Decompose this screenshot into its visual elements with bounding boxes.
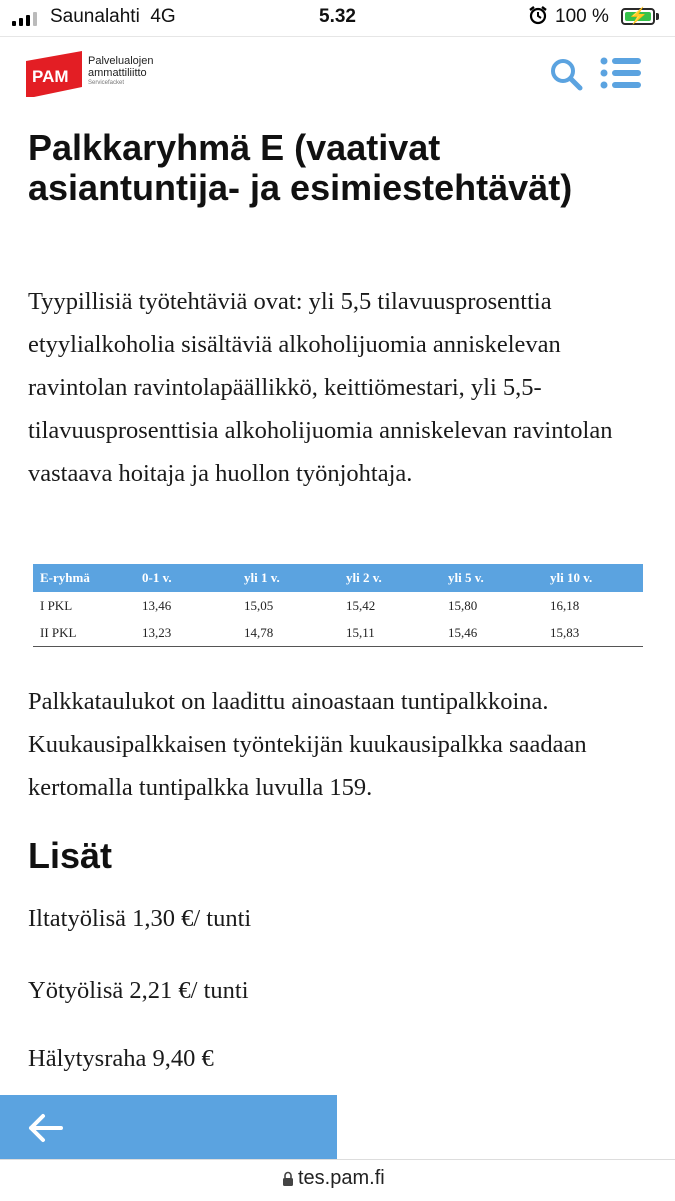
pam-logo[interactable] bbox=[26, 51, 82, 97]
brand-name-line1: Palvelualojen bbox=[88, 55, 154, 67]
allowance-evening: Iltatyölisä 1,30 €/ tunti bbox=[28, 905, 252, 932]
pay-table bbox=[33, 564, 643, 647]
table-cell: 14,78 bbox=[237, 619, 339, 647]
intro-paragraph: Tyypillisiä työtehtäviä ovat: yli 5,5 tilavuusprosenttia etyylialkoholia sisältäviä alkoholijuomia anniskelevan ravintolan ravintolapäällikkö, keittiömestari, yli 5,5- tilavuusprosenttisia alkoholijuomia anniskelevan ravintolan vastaava hoitaja ja huollon työnjohtaja. bbox=[28, 288, 613, 487]
menu-icon[interactable] bbox=[600, 57, 642, 89]
brand-name-line2: ammattiliitto bbox=[88, 67, 147, 79]
page-title: Palkkaryhmä E (vaativat asiantuntija- ja esimiestehtävät) bbox=[28, 127, 573, 208]
table-cell: 16,18 bbox=[550, 597, 580, 613]
table-header-cell: 0-1 v. bbox=[135, 564, 237, 592]
table-header-cell: E-ryhmä bbox=[33, 564, 135, 592]
alarm-icon bbox=[528, 5, 548, 31]
site-header bbox=[0, 36, 675, 109]
table-cell: 15,80 bbox=[448, 597, 478, 613]
allowance-callout: Hälytysraha 9,40 € bbox=[28, 1045, 214, 1072]
table-cell: 15,46 bbox=[441, 619, 543, 647]
back-arrow-icon[interactable] bbox=[27, 1113, 63, 1143]
allowance-night: Yötyölisä 2,21 €/ tunti bbox=[28, 977, 249, 1004]
network-type: 4G bbox=[150, 6, 176, 27]
lock-icon bbox=[282, 1171, 294, 1187]
battery-charging-icon: ⚡ bbox=[621, 8, 655, 25]
carrier-name: Saunalahti bbox=[50, 6, 140, 27]
table-header-cell: yli 1 v. bbox=[237, 564, 339, 592]
salary-note: Palkkataulukot on laadittu ainoastaan tuntipalkkoina. Kuukausipalkkaisen työntekijän kuukausipalkka saadaan kertomalla tuntipalkka luvulla 159. bbox=[28, 688, 587, 801]
table-cell: 15,05 bbox=[244, 597, 274, 613]
brand-tagline: Servicefacket bbox=[88, 80, 125, 86]
table-header-row bbox=[33, 564, 643, 592]
lisat-heading: Lisät bbox=[28, 835, 113, 876]
logo-text: PAM bbox=[32, 67, 69, 86]
table-row bbox=[33, 592, 643, 619]
brand-name bbox=[88, 55, 153, 87]
table-cell: II PKL bbox=[33, 619, 135, 647]
table-row bbox=[33, 619, 643, 647]
table-cell: 13,23 bbox=[135, 619, 237, 647]
search-icon[interactable] bbox=[549, 57, 583, 91]
table-cell: I PKL bbox=[40, 597, 73, 613]
url-text[interactable]: tes.pam.fi bbox=[298, 1167, 385, 1189]
table-header-cell: yli 2 v. bbox=[339, 564, 441, 592]
table-cell: 15,83 bbox=[543, 619, 643, 647]
table-cell: 13,46 bbox=[142, 597, 172, 613]
table-header-cell: yli 10 v. bbox=[543, 564, 643, 592]
clock: 5.32 bbox=[319, 6, 356, 27]
status-bar bbox=[0, 0, 675, 36]
table-cell: 15,11 bbox=[339, 619, 441, 647]
battery-tip bbox=[656, 13, 659, 20]
table-header-cell: yli 5 v. bbox=[441, 564, 543, 592]
table-cell: 15,42 bbox=[346, 597, 376, 613]
battery-percent: 100 % bbox=[555, 6, 609, 27]
